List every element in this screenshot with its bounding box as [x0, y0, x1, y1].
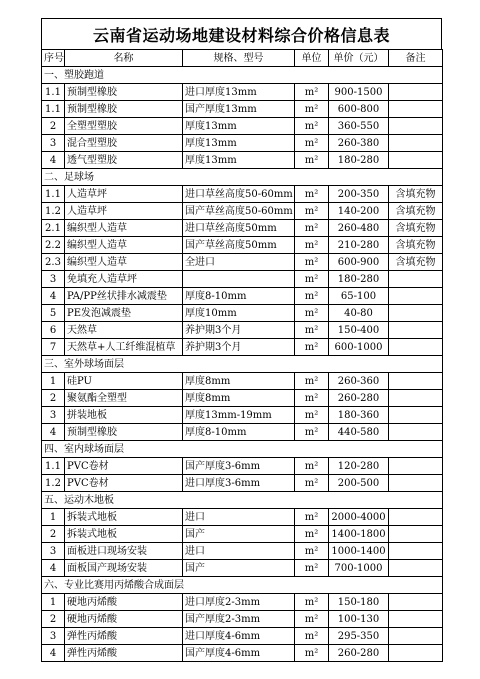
item-spec: 国产厚度4-6mm: [183, 645, 295, 662]
item-name: 面板进口现场安装: [65, 543, 183, 560]
row-number: 3: [42, 135, 65, 152]
item-name: 编织型人造草: [65, 237, 183, 254]
row-number: 2.3: [42, 254, 65, 271]
section-row: [42, 67, 443, 84]
item-name: 预制型橡胶: [65, 101, 183, 118]
item-name: 聚氨酯全塑型: [65, 390, 183, 407]
row-number: 1: [42, 373, 65, 390]
item-note: [389, 135, 443, 152]
item-note: [389, 611, 443, 628]
section-row: [42, 492, 443, 509]
item-spec: 进口厚度4-6mm: [183, 628, 295, 645]
item-note: [389, 475, 443, 492]
item-name: 硬地丙烯酸: [65, 594, 183, 611]
section-row: [42, 441, 443, 458]
item-price: 260-360: [329, 373, 389, 390]
item-name: 全塑型塑胶: [65, 118, 183, 135]
item-unit: m²: [295, 339, 329, 356]
item-price: 140-200: [329, 203, 389, 220]
item-price: 200-500: [329, 475, 389, 492]
item-price: 600-900: [329, 254, 389, 271]
item-spec: 厚度13mm: [183, 135, 295, 152]
row-number: 4: [42, 645, 65, 662]
item-note: [389, 152, 443, 169]
item-price: 2000-4000: [329, 509, 389, 526]
row-number: 4: [42, 424, 65, 441]
item-name: PA/PP丝状排水减震垫: [65, 288, 183, 305]
table-row: [42, 458, 443, 475]
item-unit: m²: [295, 628, 329, 645]
table-row: [42, 288, 443, 305]
row-number: 1.2: [42, 203, 65, 220]
header-price: 单价（元）: [329, 50, 389, 67]
item-unit: m²: [295, 373, 329, 390]
section-title: 五、运动木地板: [42, 492, 443, 509]
header-spec: 规格、型号: [183, 50, 295, 67]
item-note: [389, 101, 443, 118]
row-number: 4: [42, 152, 65, 169]
table-row: [42, 322, 443, 339]
item-spec: 厚度13mm: [183, 152, 295, 169]
item-note: [389, 288, 443, 305]
item-note: [389, 118, 443, 135]
item-price: 900-1500: [329, 84, 389, 101]
item-note: [389, 390, 443, 407]
item-price: 700-1000: [329, 560, 389, 577]
item-unit: m²: [295, 611, 329, 628]
item-name: 天然草+人工纤维混植草: [65, 339, 183, 356]
header-no: 序号: [42, 50, 65, 67]
row-number: 3: [42, 628, 65, 645]
item-note: [389, 594, 443, 611]
row-number: 2: [42, 611, 65, 628]
section-row: [42, 356, 443, 373]
item-name: PVC卷材: [65, 458, 183, 475]
item-unit: m²: [295, 424, 329, 441]
table-row: [42, 237, 443, 254]
row-number: 1.1: [42, 186, 65, 203]
item-note: [389, 509, 443, 526]
item-note: [389, 560, 443, 577]
item-price: 210-280: [329, 237, 389, 254]
item-unit: m²: [295, 509, 329, 526]
item-note: [389, 424, 443, 441]
row-number: 1: [42, 594, 65, 611]
item-unit: m²: [295, 220, 329, 237]
item-price: 600-1000: [329, 339, 389, 356]
item-price: 360-550: [329, 118, 389, 135]
table-row: [42, 135, 443, 152]
item-spec: 国产厚度2-3mm: [183, 611, 295, 628]
item-unit: m²: [295, 475, 329, 492]
price-table: [41, 49, 443, 662]
item-unit: m²: [295, 118, 329, 135]
item-note: 含填充物: [389, 237, 443, 254]
row-number: 2.1: [42, 220, 65, 237]
item-name: 免填充人造草坪: [65, 271, 183, 288]
item-unit: m²: [295, 560, 329, 577]
item-name: 混合型塑胶: [65, 135, 183, 152]
row-number: 1.1: [42, 101, 65, 118]
table-row: [42, 186, 443, 203]
row-number: 2: [42, 526, 65, 543]
item-note: [389, 339, 443, 356]
item-name: 硬地丙烯酸: [65, 611, 183, 628]
row-number: 4: [42, 288, 65, 305]
row-number: 7: [42, 339, 65, 356]
item-price: 200-350: [329, 186, 389, 203]
table-row: [42, 305, 443, 322]
table-row: [42, 543, 443, 560]
item-unit: m²: [295, 543, 329, 560]
table-row: [42, 271, 443, 288]
section-title: 三、室外球场面层: [42, 356, 443, 373]
item-spec: 厚度13mm-19mm: [183, 407, 295, 424]
item-unit: m²: [295, 390, 329, 407]
table-row: [42, 390, 443, 407]
item-unit: m²: [295, 203, 329, 220]
table-row: [42, 560, 443, 577]
table-row: [42, 509, 443, 526]
item-price: 180-280: [329, 271, 389, 288]
item-price: 600-800: [329, 101, 389, 118]
item-name: 弹性丙烯酸: [65, 628, 183, 645]
item-unit: m²: [295, 458, 329, 475]
item-spec: 进口: [183, 543, 295, 560]
item-name: 人造草坪: [65, 186, 183, 203]
item-price: 150-400: [329, 322, 389, 339]
item-note: 含填充物: [389, 203, 443, 220]
price-sheet: [41, 18, 442, 662]
item-unit: m²: [295, 288, 329, 305]
item-spec: 国产厚度3-6mm: [183, 458, 295, 475]
section-title: 一、塑胶跑道: [42, 67, 443, 84]
section-row: [42, 577, 443, 594]
item-price: 120-280: [329, 458, 389, 475]
item-price: 260-380: [329, 135, 389, 152]
item-unit: m²: [295, 135, 329, 152]
item-spec: 国产厚度13mm: [183, 101, 295, 118]
item-note: [389, 322, 443, 339]
item-unit: m²: [295, 594, 329, 611]
item-unit: m²: [295, 322, 329, 339]
table-row: [42, 424, 443, 441]
table-row: [42, 118, 443, 135]
item-note: [389, 543, 443, 560]
item-price: 260-480: [329, 220, 389, 237]
item-price: 180-280: [329, 152, 389, 169]
table-row: [42, 101, 443, 118]
row-number: 3: [42, 543, 65, 560]
item-note: [389, 645, 443, 662]
item-note: [389, 373, 443, 390]
item-price: 65-100: [329, 288, 389, 305]
item-price: 40-80: [329, 305, 389, 322]
item-spec: 厚度8mm: [183, 373, 295, 390]
header-unit: 单位: [295, 50, 329, 67]
item-unit: m²: [295, 254, 329, 271]
item-note: [389, 271, 443, 288]
item-unit: m²: [295, 186, 329, 203]
item-name: 拼装地板: [65, 407, 183, 424]
item-price: 260-280: [329, 390, 389, 407]
item-unit: m²: [295, 237, 329, 254]
section-row: [42, 169, 443, 186]
row-number: 3: [42, 271, 65, 288]
item-spec: 国产: [183, 560, 295, 577]
item-unit: m²: [295, 305, 329, 322]
item-note: [389, 628, 443, 645]
table-row: [42, 611, 443, 628]
item-spec: 国产草丝高度50-60mm: [183, 203, 295, 220]
item-note: [389, 305, 443, 322]
table-row: [42, 373, 443, 390]
item-spec: 厚度8-10mm: [183, 288, 295, 305]
row-number: 4: [42, 560, 65, 577]
item-name: 预制型橡胶: [65, 424, 183, 441]
item-price: 150-180: [329, 594, 389, 611]
item-name: 预制型橡胶: [65, 84, 183, 101]
table-row: [42, 526, 443, 543]
item-unit: m²: [295, 645, 329, 662]
price-table-body: [42, 50, 443, 662]
table-row: [42, 475, 443, 492]
item-name: 弹性丙烯酸: [65, 645, 183, 662]
item-name: 硅PU: [65, 373, 183, 390]
item-note: [389, 407, 443, 424]
item-spec: 进口厚度3-6mm: [183, 475, 295, 492]
row-number: 1.1: [42, 84, 65, 101]
section-title: 四、室内球场面层: [42, 441, 443, 458]
item-note: [389, 458, 443, 475]
item-price: 1400-1800: [329, 526, 389, 543]
header-note: 备注: [389, 50, 443, 67]
item-name: 天然草: [65, 322, 183, 339]
table-row: [42, 339, 443, 356]
item-spec: 进口厚度2-3mm: [183, 594, 295, 611]
row-number: 1.1: [42, 458, 65, 475]
table-row: [42, 407, 443, 424]
item-spec: 进口: [183, 509, 295, 526]
sheet-title: 云南省运动场地建设材料综合价格信息表: [41, 18, 442, 49]
item-spec: 全进口: [183, 254, 295, 271]
table-row: [42, 203, 443, 220]
item-name: 编织型人造草: [65, 254, 183, 271]
row-number: 2: [42, 118, 65, 135]
item-spec: 厚度10mm: [183, 305, 295, 322]
item-unit: m²: [295, 271, 329, 288]
item-name: 编织型人造草: [65, 220, 183, 237]
item-note: [389, 84, 443, 101]
item-name: 透气型塑胶: [65, 152, 183, 169]
section-title: 六、专业比赛用丙烯酸合成面层: [42, 577, 443, 594]
item-unit: m²: [295, 101, 329, 118]
item-price: 260-280: [329, 645, 389, 662]
item-price: 440-580: [329, 424, 389, 441]
item-unit: m²: [295, 526, 329, 543]
table-row: [42, 645, 443, 662]
row-number: 2: [42, 390, 65, 407]
item-unit: m²: [295, 407, 329, 424]
item-note: 含填充物: [389, 186, 443, 203]
item-spec: 进口草丝高度50mm: [183, 220, 295, 237]
item-name: 拆装式地板: [65, 509, 183, 526]
item-name: PE发泡减震垫: [65, 305, 183, 322]
item-unit: m²: [295, 152, 329, 169]
section-title: 二、足球场: [42, 169, 443, 186]
table-row: [42, 628, 443, 645]
item-spec: 国产草丝高度50mm: [183, 237, 295, 254]
row-number: 5: [42, 305, 65, 322]
table-row: [42, 152, 443, 169]
item-note: [389, 526, 443, 543]
item-spec: 养护期3个月: [183, 322, 295, 339]
item-spec: 养护期3个月: [183, 339, 295, 356]
item-spec: 厚度13mm: [183, 118, 295, 135]
item-price: 1000-1400: [329, 543, 389, 560]
table-row: [42, 84, 443, 101]
table-row: [42, 594, 443, 611]
header-name: 名称: [65, 50, 183, 67]
item-spec: 厚度8-10mm: [183, 424, 295, 441]
item-spec: 进口草丝高度50-60mm: [183, 186, 295, 203]
item-price: 100-130: [329, 611, 389, 628]
item-spec: 厚度8mm: [183, 390, 295, 407]
row-number: 1: [42, 509, 65, 526]
item-spec: 进口厚度13mm: [183, 84, 295, 101]
item-name: 人造草坪: [65, 203, 183, 220]
item-spec: 国产: [183, 526, 295, 543]
item-name: PVC卷材: [65, 475, 183, 492]
header-row: [42, 50, 443, 67]
item-name: 面板国产现场安装: [65, 560, 183, 577]
item-note: 含填充物: [389, 254, 443, 271]
item-price: 180-360: [329, 407, 389, 424]
row-number: 6: [42, 322, 65, 339]
table-row: [42, 254, 443, 271]
item-name: 拆装式地板: [65, 526, 183, 543]
item-note: 含填充物: [389, 220, 443, 237]
item-unit: m²: [295, 84, 329, 101]
item-spec: [183, 271, 295, 288]
row-number: 3: [42, 407, 65, 424]
row-number: 1.2: [42, 475, 65, 492]
table-row: [42, 220, 443, 237]
item-price: 295-350: [329, 628, 389, 645]
row-number: 2.2: [42, 237, 65, 254]
